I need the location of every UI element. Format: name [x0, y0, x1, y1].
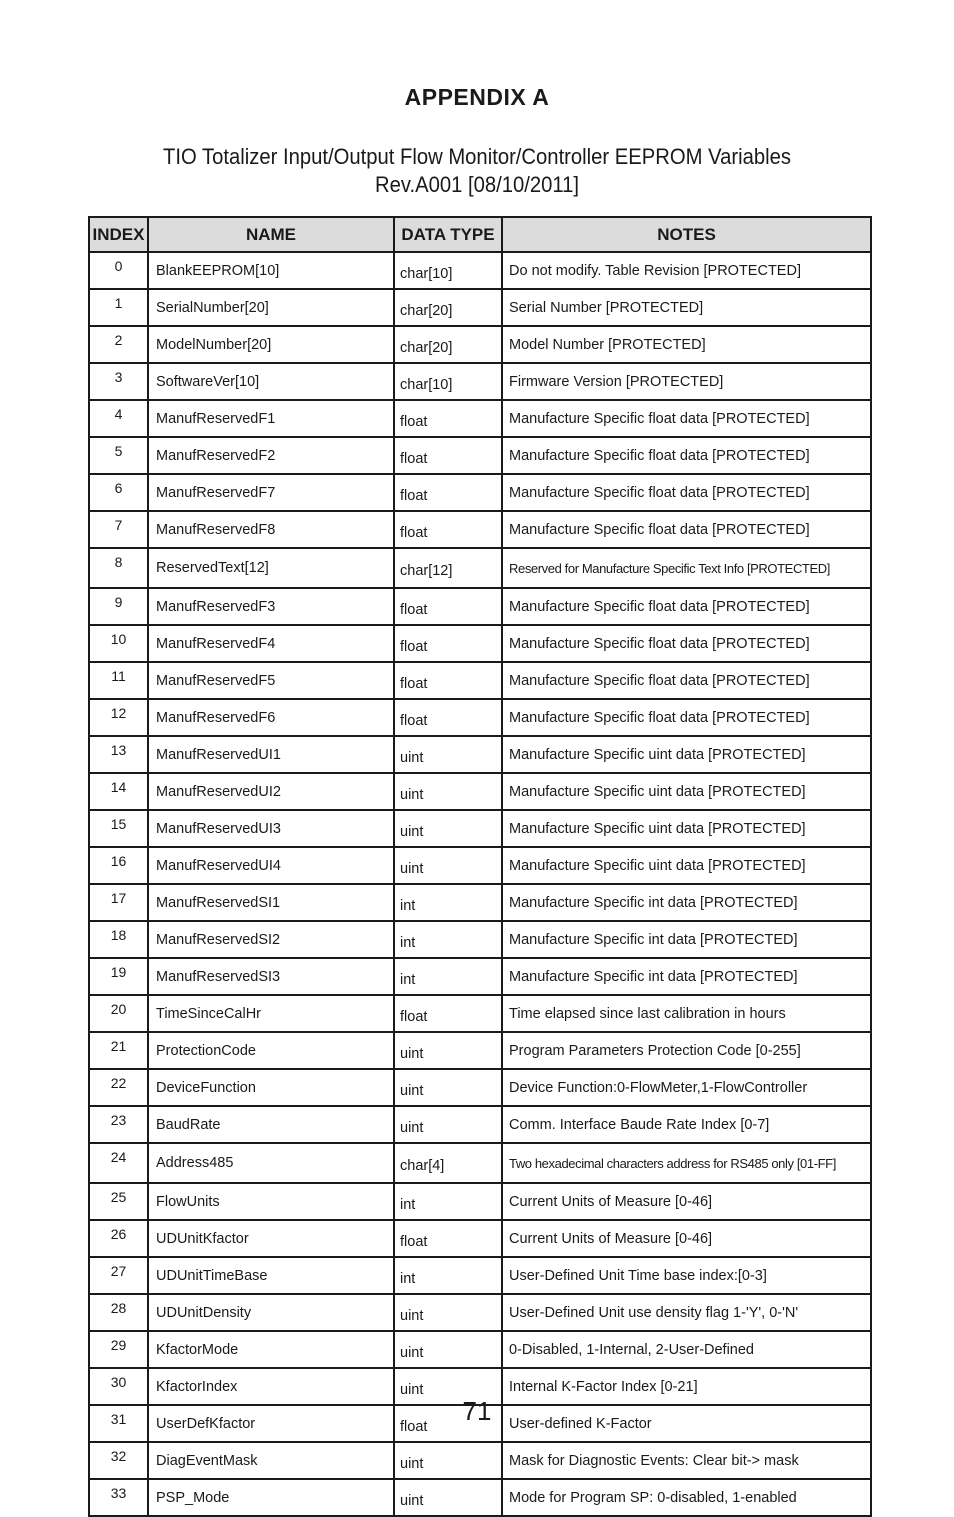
table-header-row [89, 217, 871, 252]
column-header-data-type: DATA TYPE [394, 217, 502, 252]
index-cell: 10 [89, 625, 148, 662]
table-body [89, 252, 871, 1516]
name-cell: UDUnitTimeBase [148, 1257, 394, 1294]
name-cell: ManufReservedF4 [148, 625, 394, 662]
index-cell: 21 [89, 1032, 148, 1069]
name-cell: UDUnitDensity [148, 1294, 394, 1331]
data-type-cell: char[20] [394, 289, 502, 326]
data-type-cell: char[4] [394, 1143, 502, 1183]
name-cell: ManufReservedUI4 [148, 847, 394, 884]
name-cell: BlankEEPROM[10] [148, 252, 394, 289]
name-cell: ManufReservedF5 [148, 662, 394, 699]
data-type-cell: uint [394, 810, 502, 847]
name-cell: ManufReservedF2 [148, 437, 394, 474]
notes-cell: Manufacture Specific uint data [PROTECTED] [502, 847, 871, 884]
index-cell: 31 [89, 1405, 148, 1442]
table-row [89, 1294, 871, 1331]
column-header-name: NAME [148, 217, 394, 252]
name-cell: ModelNumber[20] [148, 326, 394, 363]
notes-cell: Manufacture Specific int data [PROTECTED] [502, 921, 871, 958]
index-cell: 15 [89, 810, 148, 847]
name-cell: KfactorMode [148, 1331, 394, 1368]
index-cell: 19 [89, 958, 148, 995]
notes-cell: User-Defined Unit Time base index:[0-3] [502, 1257, 871, 1294]
table-row [89, 474, 871, 511]
table-row [89, 958, 871, 995]
data-type-cell: char[10] [394, 363, 502, 400]
index-cell: 13 [89, 736, 148, 773]
table-row [89, 736, 871, 773]
data-type-cell: float [394, 699, 502, 736]
index-cell: 29 [89, 1331, 148, 1368]
table-row [89, 289, 871, 326]
name-cell: BaudRate [148, 1106, 394, 1143]
eeprom-variables-table [88, 216, 872, 1517]
index-cell: 17 [89, 884, 148, 921]
notes-cell: Two hexadecimal characters address for RS485 only [01-FF] [502, 1143, 871, 1183]
notes-cell: Comm. Interface Baude Rate Index [0-7] [502, 1106, 871, 1143]
data-type-cell: uint [394, 736, 502, 773]
index-cell: 25 [89, 1183, 148, 1220]
data-type-cell: float [394, 662, 502, 699]
notes-cell: Manufacture Specific float data [PROTECTED] [502, 662, 871, 699]
notes-cell: User-Defined Unit use density flag 1-'Y', 0-'N' [502, 1294, 871, 1331]
data-type-cell: uint [394, 847, 502, 884]
index-cell: 6 [89, 474, 148, 511]
data-type-cell: uint [394, 1331, 502, 1368]
notes-cell: Manufacture Specific float data [PROTECTED] [502, 699, 871, 736]
index-cell: 33 [89, 1479, 148, 1516]
name-cell: FlowUnits [148, 1183, 394, 1220]
index-cell: 16 [89, 847, 148, 884]
name-cell: KfactorIndex [148, 1368, 394, 1405]
index-cell: 8 [89, 548, 148, 588]
data-type-cell: int [394, 1183, 502, 1220]
notes-cell: Manufacture Specific float data [PROTECTED] [502, 625, 871, 662]
data-type-cell: char[20] [394, 326, 502, 363]
data-type-cell: int [394, 1257, 502, 1294]
name-cell: ManufReservedF7 [148, 474, 394, 511]
name-cell: ManufReservedUI1 [148, 736, 394, 773]
name-cell: ManufReservedSI2 [148, 921, 394, 958]
table-row [89, 1442, 871, 1479]
index-cell: 4 [89, 400, 148, 437]
document-title: TIO Totalizer Input/Output Flow Monitor/Controller EEPROM Variables [162, 144, 792, 169]
table-row [89, 1183, 871, 1220]
name-cell: DiagEventMask [148, 1442, 394, 1479]
table-row [89, 511, 871, 548]
name-cell: TimeSinceCalHr [148, 995, 394, 1032]
table-row [89, 437, 871, 474]
notes-cell: Device Function:0-FlowMeter,1-FlowController [502, 1069, 871, 1106]
data-type-cell: float [394, 995, 502, 1032]
table-row [89, 1143, 871, 1183]
name-cell: ManufReservedF3 [148, 588, 394, 625]
data-type-cell: float [394, 1405, 502, 1442]
notes-cell: 0-Disabled, 1-Internal, 2-User-Defined [502, 1331, 871, 1368]
data-type-cell: int [394, 958, 502, 995]
table-row [89, 1257, 871, 1294]
data-type-cell: uint [394, 1442, 502, 1479]
data-type-cell: int [394, 921, 502, 958]
notes-cell: Manufacture Specific float data [PROTECTED] [502, 511, 871, 548]
name-cell: DeviceFunction [148, 1069, 394, 1106]
index-cell: 0 [89, 252, 148, 289]
data-type-cell: float [394, 588, 502, 625]
table-row [89, 662, 871, 699]
table-row [89, 1032, 871, 1069]
index-cell: 9 [89, 588, 148, 625]
table-row [89, 699, 871, 736]
table-row [89, 625, 871, 662]
notes-cell: Reserved for Manufacture Specific Text Info [PROTECTED] [502, 548, 871, 588]
notes-cell: Time elapsed since last calibration in hours [502, 995, 871, 1032]
notes-cell: Do not modify. Table Revision [PROTECTED] [502, 252, 871, 289]
data-type-cell: float [394, 511, 502, 548]
table-row [89, 995, 871, 1032]
appendix-heading: APPENDIX A [404, 84, 550, 110]
data-type-cell: uint [394, 1368, 502, 1405]
data-type-cell: uint [394, 1069, 502, 1106]
data-type-cell: float [394, 625, 502, 662]
notes-cell: Manufacture Specific float data [PROTECTED] [502, 474, 871, 511]
table-row [89, 588, 871, 625]
name-cell: SerialNumber[20] [148, 289, 394, 326]
notes-cell: Manufacture Specific float data [PROTECTED] [502, 437, 871, 474]
data-type-cell: float [394, 437, 502, 474]
index-cell: 12 [89, 699, 148, 736]
table-row [89, 1069, 871, 1106]
column-header-notes: NOTES [502, 217, 871, 252]
table-row [89, 1106, 871, 1143]
index-cell: 26 [89, 1220, 148, 1257]
name-cell: UDUnitKfactor [148, 1220, 394, 1257]
index-cell: 18 [89, 921, 148, 958]
table-row [89, 773, 871, 810]
name-cell: ProtectionCode [148, 1032, 394, 1069]
data-type-cell: uint [394, 1294, 502, 1331]
data-type-cell: float [394, 400, 502, 437]
data-type-cell: uint [394, 1106, 502, 1143]
name-cell: ManufReservedSI3 [148, 958, 394, 995]
index-cell: 14 [89, 773, 148, 810]
index-cell: 23 [89, 1106, 148, 1143]
table-row [89, 363, 871, 400]
column-header-index: INDEX [89, 217, 148, 252]
data-type-cell: uint [394, 1032, 502, 1069]
index-cell: 1 [89, 289, 148, 326]
index-cell: 24 [89, 1143, 148, 1183]
name-cell: ManufReservedF8 [148, 511, 394, 548]
table-row [89, 1479, 871, 1516]
notes-cell: Current Units of Measure [0-46] [502, 1220, 871, 1257]
index-cell: 3 [89, 363, 148, 400]
index-cell: 28 [89, 1294, 148, 1331]
name-cell: PSP_Mode [148, 1479, 394, 1516]
index-cell: 2 [89, 326, 148, 363]
notes-cell: Manufacture Specific uint data [PROTECTED] [502, 810, 871, 847]
notes-cell: Model Number [PROTECTED] [502, 326, 871, 363]
notes-cell: Serial Number [PROTECTED] [502, 289, 871, 326]
notes-cell: Mask for Diagnostic Events: Clear bit-> mask [502, 1442, 871, 1479]
document-revision: Rev.A001 [08/10/2011] [374, 172, 580, 197]
name-cell: SoftwareVer[10] [148, 363, 394, 400]
notes-cell: Current Units of Measure [0-46] [502, 1183, 871, 1220]
table-row [89, 884, 871, 921]
notes-cell: Manufacture Specific float data [PROTECTED] [502, 588, 871, 625]
data-type-cell: uint [394, 773, 502, 810]
data-type-cell: int [394, 884, 502, 921]
notes-cell: Firmware Version [PROTECTED] [502, 363, 871, 400]
notes-cell: User-defined K-Factor [502, 1405, 871, 1442]
name-cell: ManufReservedUI3 [148, 810, 394, 847]
index-cell: 27 [89, 1257, 148, 1294]
index-cell: 30 [89, 1368, 148, 1405]
notes-cell: Manufacture Specific int data [PROTECTED] [502, 958, 871, 995]
notes-cell: Internal K-Factor Index [0-21] [502, 1368, 871, 1405]
table-row [89, 1331, 871, 1368]
name-cell: Address485 [148, 1143, 394, 1183]
notes-cell: Manufacture Specific uint data [PROTECTED] [502, 773, 871, 810]
table-row [89, 252, 871, 289]
name-cell: ManufReservedUI2 [148, 773, 394, 810]
name-cell: ManufReservedSI1 [148, 884, 394, 921]
notes-cell: Manufacture Specific uint data [PROTECTED] [502, 736, 871, 773]
notes-cell: Mode for Program SP: 0-disabled, 1-enabled [502, 1479, 871, 1516]
table-row [89, 326, 871, 363]
notes-cell: Program Parameters Protection Code [0-255] [502, 1032, 871, 1069]
table-row [89, 847, 871, 884]
page-number: 71 [462, 1396, 492, 1426]
name-cell: ReservedText[12] [148, 548, 394, 588]
name-cell: ManufReservedF1 [148, 400, 394, 437]
data-type-cell: char[12] [394, 548, 502, 588]
index-cell: 5 [89, 437, 148, 474]
table-row [89, 1220, 871, 1257]
table-row [89, 548, 871, 588]
index-cell: 20 [89, 995, 148, 1032]
data-type-cell: float [394, 1220, 502, 1257]
index-cell: 11 [89, 662, 148, 699]
table-row [89, 810, 871, 847]
data-type-cell: float [394, 474, 502, 511]
table-row [89, 400, 871, 437]
data-type-cell: uint [394, 1479, 502, 1516]
index-cell: 7 [89, 511, 148, 548]
index-cell: 32 [89, 1442, 148, 1479]
name-cell: UserDefKfactor [148, 1405, 394, 1442]
notes-cell: Manufacture Specific float data [PROTECTED] [502, 400, 871, 437]
table-row [89, 921, 871, 958]
notes-cell: Manufacture Specific int data [PROTECTED] [502, 884, 871, 921]
data-type-cell: char[10] [394, 252, 502, 289]
name-cell: ManufReservedF6 [148, 699, 394, 736]
index-cell: 22 [89, 1069, 148, 1106]
